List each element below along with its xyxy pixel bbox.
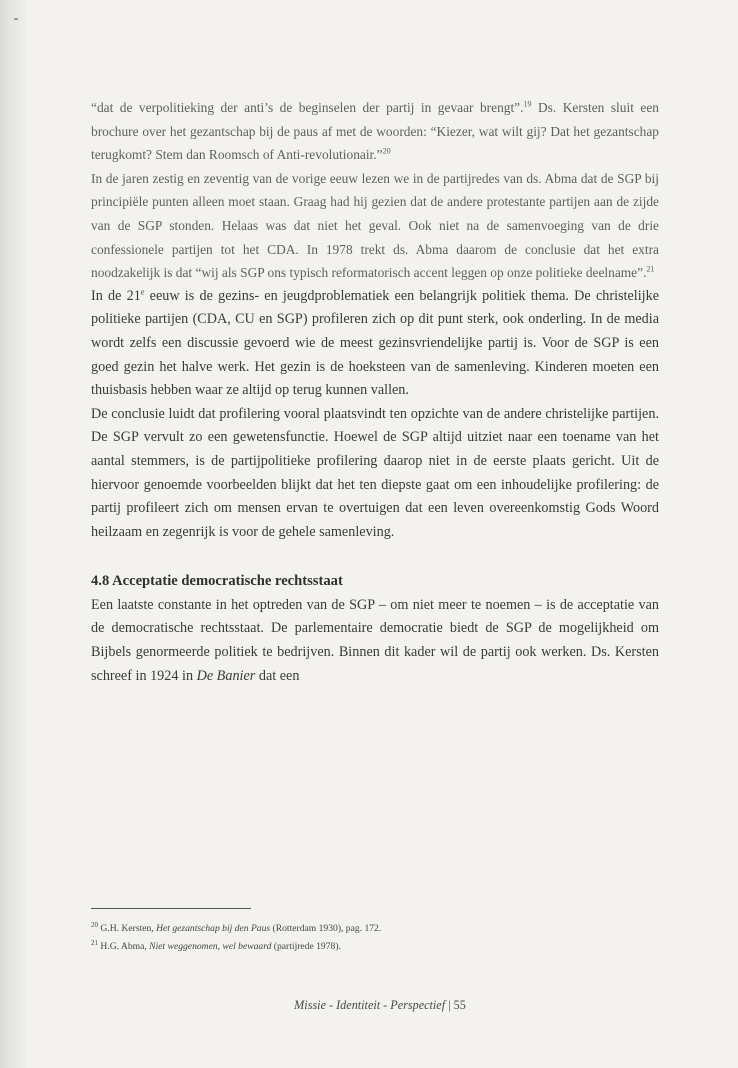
paragraph-rechtsstaat-pre: Een laatste constante in het optreden van de SGP – om niet meer te noemen – is de acceptatie van de democratische rechtsstaat. De parlementaire democratie biedt de SGP de mogelijkheid om Bijbels genormeerde politiek te bedrijven. Binnen dit kader wil de partij ook werken. Ds. Kersten schreef in 1924 in — [91, 596, 659, 684]
paragraph-rechtsstaat — [91, 594, 659, 688]
spine-mark — [14, 18, 18, 20]
page-footer — [0, 998, 738, 1013]
paragraph-rechtsstaat-italic: De Banier — [196, 667, 256, 684]
book-spine-shadow — [0, 0, 26, 1068]
quote-text-1: “dat de verpolitieking der anti’s de beginselen der partij in gevaar brengt”. — [91, 100, 524, 115]
footnote-21 — [91, 938, 651, 956]
footnote-ref-20: 20 — [382, 146, 391, 156]
paragraph-abma-text: In de jaren zestig en zeventig van de vorige eeuw lezen we in de partijredes van ds. Abma dat de SGP bij principiële punten alleen moet staan. Graag had hij gezien dat de andere protestante partijen aan de zijde van de SGP stonden. Helaas was dat niet het geval. Ook niet na de samenvoeging van de drie confessionele partijen tot het CDA. In 1978 trekt ds. Abma daarom de conclusie dat het extra noodzakelijk is dat “wij als SGP ons typisch reformatorisch accent leggen op onze politieke deelname”. — [91, 170, 659, 281]
footnote-author: H.G. Abma, — [98, 941, 150, 952]
quote-text-2: Ds. Kersten sluit een brochure over het gezantschap bij de paus af met de woorden: “Kiezer, wat wilt gij? Dat het gezantschap terugkomt? Stem dan Roomsch of Anti-revolutionair.” — [91, 100, 659, 163]
footnote-title: Niet weggenomen, wel bewaard — [149, 941, 272, 952]
paragraph-gezin-post: eeuw is de gezins- en jeugdproblematiek een belangrijk politiek thema. De christelijke politieke partijen (CDA, CU en SGP) profileren zich op dit punt sterk, ook onderling. In de media wordt zelfs een discussie gevoerd wie de meest gezinsvriendelijke partij is. Voor de SGP is een goed gezin het halve werk. Het gezin is de hoeksteen van de samenleving. Kinderen moeten een thuisbasis hebben waar ze altijd op terug kunnen vallen. — [91, 287, 659, 399]
footnote-details: (partijrede 1978). — [271, 941, 341, 952]
footnote-author: G.H. Kersten, — [98, 923, 157, 934]
footnote-title: Het gezantschap bij den Paus — [156, 923, 271, 934]
paragraph-rechtsstaat-post: dat een — [255, 667, 300, 684]
footnote-20 — [91, 920, 651, 938]
section-heading: 4.8 Acceptatie democratische rechtsstaat — [91, 573, 343, 590]
page-body — [91, 96, 659, 688]
page-number: 55 — [453, 998, 466, 1012]
footer-separator: | — [445, 998, 454, 1012]
footnote-divider — [91, 908, 251, 909]
footnotes — [91, 920, 651, 956]
paragraph-gezin — [91, 285, 659, 403]
footnote-number: 20 — [91, 920, 98, 929]
ordinal-suffix: e — [140, 287, 145, 297]
paragraph-quote — [91, 96, 659, 167]
paragraph-gezin-pre: In de 21 — [91, 287, 141, 304]
footnote-ref-19: 19 — [523, 99, 532, 109]
paragraph-conclusie: De conclusie luidt dat profilering vooral plaatsvindt ten opzichte van de andere christelijke partijen. De SGP vervult zo een gewetensfunctie. Hoewel de SGP altijd uitziet naar een toename van het aantal stemmers, is de partijpolitieke profilering daarop niet in de eerste plaats gericht. Uit de hiervoor genoemde voorbeelden blijkt dat het ten diepste gaat om een inhoudelijke profilering: de partij profileert zich om mensen ervan te overtuigen dat een leven overeenkomstig Gods Woord heilzaam en zegenrijk is voor de gehele samenleving. — [91, 405, 659, 540]
paragraph-abma — [91, 167, 659, 285]
footer-title: Missie - Identiteit - Perspectief — [294, 998, 446, 1012]
footnote-number: 21 — [91, 938, 98, 947]
footnote-details: (Rotterdam 1930), pag. 172. — [270, 923, 382, 934]
footnote-ref-21: 21 — [646, 264, 655, 274]
